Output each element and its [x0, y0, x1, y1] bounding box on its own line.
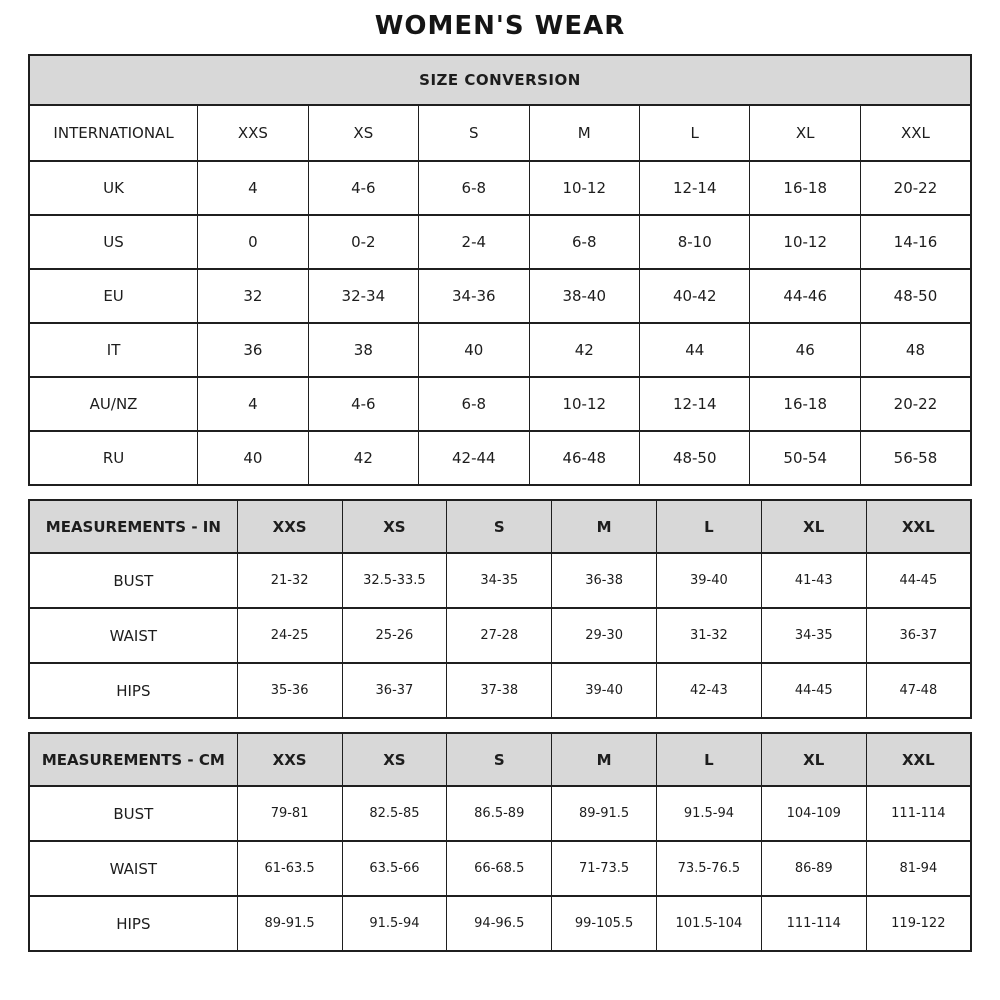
table-cell: 101.5-104: [657, 896, 762, 951]
column-header: L: [657, 733, 762, 786]
table-cell: 119-122: [866, 896, 971, 951]
column-header: XS: [342, 733, 447, 786]
table-cell: 89-91.5: [237, 896, 342, 951]
column-header: XXL: [860, 105, 971, 161]
table-row: [29, 161, 971, 215]
table-cell: 20-22: [860, 161, 971, 215]
table-row: [29, 323, 971, 377]
table-cell: 48-50: [640, 431, 750, 485]
row-label: US: [29, 215, 198, 269]
table-cell: 34-35: [761, 608, 866, 663]
table-cell: 44-45: [761, 663, 866, 718]
table-cell: 16-18: [750, 161, 860, 215]
table-cell: 39-40: [657, 553, 762, 608]
table-cell: 4-6: [308, 161, 418, 215]
table-cell: 14-16: [860, 215, 971, 269]
row-label: UK: [29, 161, 198, 215]
column-header: XXL: [866, 733, 971, 786]
table-cell: 46: [750, 323, 860, 377]
table-cell: 40: [419, 323, 529, 377]
table-cell: 38-40: [529, 269, 639, 323]
table-cell: 47-48: [866, 663, 971, 718]
column-header-row: [29, 500, 971, 553]
row-label: AU/NZ: [29, 377, 198, 431]
table-cell: 50-54: [750, 431, 860, 485]
table-cell: 111-114: [866, 786, 971, 841]
measurements-cm-body: [29, 733, 971, 951]
column-header: XL: [761, 500, 866, 553]
table-cell: 21-32: [237, 553, 342, 608]
column-header: XXL: [866, 500, 971, 553]
table-cell: 6-8: [419, 161, 529, 215]
table-cell: 32: [198, 269, 308, 323]
table-cell: 99-105.5: [552, 896, 657, 951]
table-cell: 37-38: [447, 663, 552, 718]
table-cell: 25-26: [342, 608, 447, 663]
column-header-row: [29, 105, 971, 161]
row-label: EU: [29, 269, 198, 323]
column-header: S: [419, 105, 529, 161]
table-title: SIZE CONVERSION: [29, 55, 971, 105]
table-cell: 86.5-89: [447, 786, 552, 841]
table-cell: 10-12: [529, 161, 639, 215]
table-cell: 71-73.5: [552, 841, 657, 896]
table-cell: 4: [198, 161, 308, 215]
table-cell: 46-48: [529, 431, 639, 485]
table-cell: 12-14: [640, 377, 750, 431]
table-cell: 2-4: [419, 215, 529, 269]
column-header: INTERNATIONAL: [29, 105, 198, 161]
measurements-cm-table: [28, 732, 972, 952]
table-cell: 32.5-33.5: [342, 553, 447, 608]
table-cell: 91.5-94: [342, 896, 447, 951]
table-cell: 36: [198, 323, 308, 377]
table-cell: 4: [198, 377, 308, 431]
table-cell: 66-68.5: [447, 841, 552, 896]
table-row: [29, 431, 971, 485]
column-header: M: [552, 733, 657, 786]
table-cell: 44-46: [750, 269, 860, 323]
row-label: HIPS: [29, 663, 237, 718]
table-cell: 6-8: [419, 377, 529, 431]
table-cell: 39-40: [552, 663, 657, 718]
size-conversion-table: [28, 54, 972, 486]
table-cell: 104-109: [761, 786, 866, 841]
table-cell: 111-114: [761, 896, 866, 951]
table-cell: 48: [860, 323, 971, 377]
table-cell: 42-44: [419, 431, 529, 485]
table-cell: 32-34: [308, 269, 418, 323]
column-header: L: [657, 500, 762, 553]
table-row: [29, 608, 971, 663]
table-cell: 10-12: [529, 377, 639, 431]
column-header: XXS: [237, 500, 342, 553]
table-cell: 29-30: [552, 608, 657, 663]
table-row: [29, 786, 971, 841]
table-cell: 40-42: [640, 269, 750, 323]
table-cell: 73.5-76.5: [657, 841, 762, 896]
table-row: [29, 377, 971, 431]
table-cell: 44: [640, 323, 750, 377]
table-cell: 89-91.5: [552, 786, 657, 841]
table-cell: 36-37: [342, 663, 447, 718]
table-cell: 82.5-85: [342, 786, 447, 841]
table-cell: 16-18: [750, 377, 860, 431]
column-header: XXS: [237, 733, 342, 786]
row-label: RU: [29, 431, 198, 485]
table-cell: 34-35: [447, 553, 552, 608]
table-cell: 42-43: [657, 663, 762, 718]
table-cell: 0: [198, 215, 308, 269]
table-title: MEASUREMENTS - IN: [29, 500, 237, 553]
table-cell: 12-14: [640, 161, 750, 215]
table-cell: 63.5-66: [342, 841, 447, 896]
table-cell: 56-58: [860, 431, 971, 485]
table-cell: 81-94: [866, 841, 971, 896]
column-header: XS: [308, 105, 418, 161]
row-label: WAIST: [29, 841, 237, 896]
table-title: MEASUREMENTS - CM: [29, 733, 237, 786]
table-cell: 35-36: [237, 663, 342, 718]
table-cell: 41-43: [761, 553, 866, 608]
row-label: BUST: [29, 786, 237, 841]
table-cell: 6-8: [529, 215, 639, 269]
column-header: S: [447, 500, 552, 553]
column-header: S: [447, 733, 552, 786]
column-header: M: [552, 500, 657, 553]
table-cell: 10-12: [750, 215, 860, 269]
table-cell: 36-37: [866, 608, 971, 663]
table-cell: 40: [198, 431, 308, 485]
table-cell: 20-22: [860, 377, 971, 431]
table-cell: 4-6: [308, 377, 418, 431]
column-header: L: [640, 105, 750, 161]
table-cell: 8-10: [640, 215, 750, 269]
size-conversion-body: [29, 55, 971, 485]
table-row: [29, 663, 971, 718]
table-cell: 86-89: [761, 841, 866, 896]
column-header: XXS: [198, 105, 308, 161]
table-cell: 0-2: [308, 215, 418, 269]
size-guide-page: [28, 0, 972, 952]
table-row: [29, 896, 971, 951]
table-cell: 31-32: [657, 608, 762, 663]
row-label: IT: [29, 323, 198, 377]
table-cell: 27-28: [447, 608, 552, 663]
table-row: [29, 269, 971, 323]
column-header-row: [29, 733, 971, 786]
column-header: XL: [750, 105, 860, 161]
table-cell: 79-81: [237, 786, 342, 841]
table-cell: 34-36: [419, 269, 529, 323]
table-cell: 42: [308, 431, 418, 485]
column-header: M: [529, 105, 639, 161]
table-row: [29, 841, 971, 896]
table-cell: 44-45: [866, 553, 971, 608]
table-banner-row: [29, 55, 971, 105]
table-cell: 91.5-94: [657, 786, 762, 841]
table-row: [29, 553, 971, 608]
row-label: BUST: [29, 553, 237, 608]
column-header: XS: [342, 500, 447, 553]
table-cell: 24-25: [237, 608, 342, 663]
table-cell: 42: [529, 323, 639, 377]
table-cell: 94-96.5: [447, 896, 552, 951]
table-row: [29, 215, 971, 269]
row-label: WAIST: [29, 608, 237, 663]
page-title: WOMEN'S WEAR: [374, 11, 626, 41]
table-cell: 38: [308, 323, 418, 377]
table-cell: 36-38: [552, 553, 657, 608]
row-label: HIPS: [29, 896, 237, 951]
column-header: XL: [761, 733, 866, 786]
table-cell: 48-50: [860, 269, 971, 323]
measurements-in-body: [29, 500, 971, 718]
table-cell: 61-63.5: [237, 841, 342, 896]
measurements-in-table: [28, 499, 972, 719]
